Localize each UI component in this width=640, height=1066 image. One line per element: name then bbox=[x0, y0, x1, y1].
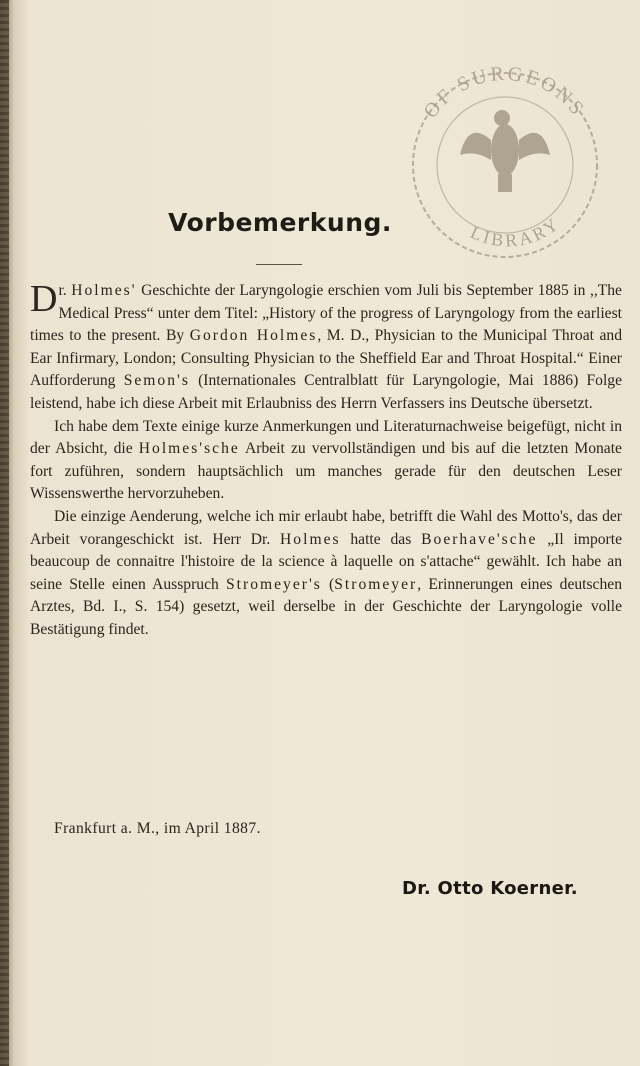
text-run: Ich habe dem Texte einige kurze Anmerkungen und Literaturnachweise beigefügt, nicht in der Absicht, die bbox=[30, 417, 622, 458]
text-run: „Il importe beaucoup de connaitre l'histoire de la science à laquelle on s'attache“ gewählt. Ich habe an seine Stelle einen Ausspruch bbox=[30, 530, 622, 593]
text-run: (Internationales Centralblatt für Laryngologie, Mai 1886) Folge leistend, habe ich diese Arbeit mit Erlaubniss des Herrn Verfassers ins Deutsche übersetzt. bbox=[30, 372, 623, 412]
title-rule bbox=[256, 264, 302, 265]
paragraph bbox=[30, 416, 622, 506]
library-seal-icon bbox=[380, 50, 630, 270]
spaced-name: Boerhave'sche bbox=[421, 530, 538, 548]
eagle-emblem-icon bbox=[460, 110, 550, 192]
binding-edge bbox=[0, 0, 9, 1066]
drop-cap: D bbox=[30, 278, 58, 320]
preface-body bbox=[30, 280, 622, 642]
spaced-name: Holmes' bbox=[71, 282, 137, 299]
text-run: Geschichte der Laryngologie erschien vom Juli bis September 1885 in ,,The Medical Press“ unter dem Titel: „History of the progress of Laryngology from the earliest times to the present. By bbox=[30, 282, 622, 345]
paragraph bbox=[30, 506, 622, 642]
author-signature: Dr. Otto Koerner. bbox=[402, 878, 578, 899]
paragraph-text bbox=[30, 278, 623, 412]
page-title: Vorbemerkung. bbox=[168, 208, 392, 237]
spaced-name: Semon's bbox=[123, 372, 190, 390]
text-run: ( bbox=[321, 575, 335, 593]
dateline: Frankfurt a. M., im April 1887. bbox=[54, 820, 261, 837]
spaced-name: Stromeyer's bbox=[226, 575, 322, 593]
text-run: Die einzige Aenderung, welche ich mir erlaubt habe, betrifft die Wahl des Motto's, das der Arbeit vorangeschickt ist. Herr Dr. bbox=[30, 507, 622, 548]
spaced-name: Holmes'sche bbox=[138, 440, 240, 458]
text-run: , Erinnerungen eines deutschen Arztes, Bd. I., S. 154) gesetzt, weil derselbe in der Geschichte der Laryngologie volle Bestätigung findet. bbox=[30, 575, 622, 638]
text-run: r. bbox=[58, 282, 72, 299]
text-run: Arbeit zu vervollständigen und bis auf die letzten Monate fort zuführen, sondern hauptsächlich um manches gerade für den deutschen Leser Wissenswerthe hervorzuheben. bbox=[30, 440, 622, 503]
spaced-name: Stromeyer bbox=[334, 575, 418, 593]
paragraph bbox=[30, 280, 622, 416]
text-run: , M. D., Physician to the Municipal Throat and Ear Infirmary, London; Consulting Physician to the Sheffield Ear and Throat Hospital.“ Einer Aufforderung bbox=[30, 327, 622, 390]
spaced-name: Holmes bbox=[280, 530, 341, 548]
text-run: hatte das bbox=[340, 530, 422, 548]
stamp-top-text: OF SURGEONS bbox=[419, 62, 590, 123]
stamp-bottom-text: LIBRARY bbox=[467, 212, 565, 251]
spaced-name: Gordon Holmes bbox=[189, 327, 318, 345]
